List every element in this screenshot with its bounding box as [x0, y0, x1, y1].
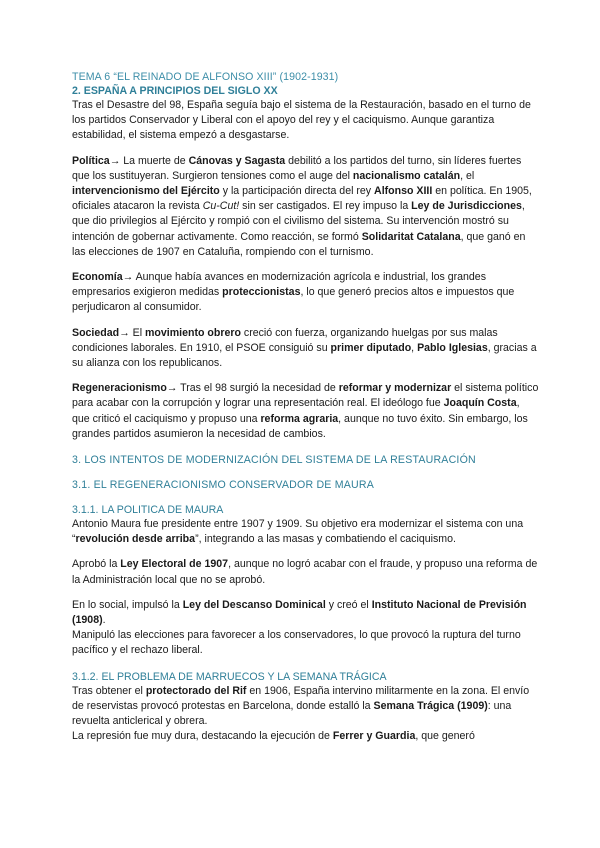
marruecos-paragraph-1 — [72, 684, 540, 730]
maura-paragraph-1 — [72, 517, 540, 547]
text-run: y creó el — [325, 598, 372, 611]
text-run: En lo social, impulsó la — [72, 598, 183, 611]
arrow-icon: → — [119, 326, 130, 339]
text-run: El — [129, 326, 146, 339]
maura-paragraph-4: Manipuló las elecciones para favorecer a los conservadores, lo que provocó la ruptura del turno pacífico y el rechazo liberal. — [72, 629, 521, 657]
politica-paragraph — [72, 154, 540, 260]
politica-label: Política — [72, 154, 110, 167]
italic-run: Cu-Cut! — [202, 200, 240, 213]
text-run: , que generó — [415, 730, 475, 743]
bold-run: proteccionistas — [222, 286, 301, 299]
text-run: creció con fuerza, organizando huelgas por sus malas condiciones laborales. En 1910, el PSOE consiguió su — [72, 326, 498, 354]
regeneracionismo-paragraph — [72, 381, 540, 442]
text-run: y la participación directa del rey — [219, 185, 375, 198]
sociedad-paragraph — [72, 326, 540, 372]
economia-paragraph — [72, 270, 540, 316]
text-run: Aprobó la — [72, 558, 121, 571]
bold-run: movimiento obrero — [145, 326, 241, 339]
section-3-1-heading: 3.1. EL REGENERACIONISMO CONSERVADOR DE MAURA — [72, 479, 374, 492]
text-run: La muerte de — [120, 154, 189, 167]
sociedad-label: Sociedad — [72, 326, 120, 339]
bold-run: Alfonso XIII — [374, 185, 433, 198]
bold-run: Ley Electoral de 1907 — [120, 558, 229, 571]
bold-run: nacionalismo catalán — [352, 169, 461, 182]
text-run: , gracias a su alianza con los republicanos. — [72, 341, 537, 370]
section-3-1-1-heading: 3.1.1. LA POLITICA DE MAURA — [72, 504, 224, 517]
bold-run: Joaquín Costa — [443, 397, 517, 410]
text-run: , que criticó el caciquismo y propuso una — [72, 397, 520, 425]
text-run: Tras el 98 surgió la necesidad de — [177, 382, 339, 395]
text-run: Antonio Maura fue presidente entre 1907 y 1909. Su objetivo era modernizar el sistema con una “ — [72, 518, 524, 546]
bold-run: reformar y modernizar — [338, 382, 452, 395]
document-title: TEMA 6 “EL REINADO DE ALFONSO XIII” (1902-1931) — [72, 71, 339, 83]
text-run: debilitó a los partidos del turno, sin líderes fuertes que los sustituyeran. Surgieron tensiones como el auge del — [72, 154, 522, 182]
text-run: , aunque no tuvo éxito. Sin embargo, los grandes partidos asumieron la necesidad de cambios. — [72, 412, 528, 440]
bold-run: Ley de Jurisdicciones — [411, 200, 522, 213]
bold-run: primer diputado — [330, 341, 412, 354]
text-run: en 1906, España intervino militarmente en la zona. El envío de reservistas provocó protestas en Barcelona, donde estalló la — [72, 684, 530, 712]
maura-paragraph-3 — [72, 598, 540, 628]
text-run: Aunque había avances en modernización agrícola e industrial, los grandes empresarios exigieron medidas — [72, 271, 486, 299]
bold-run: Solidaritat Catalana — [361, 230, 461, 243]
bold-run: revolución desde arriba — [75, 533, 196, 546]
maura-paragraph-2 — [72, 557, 540, 587]
regeneracionismo-label: Regeneracionismo — [72, 382, 167, 395]
arrow-icon: → — [109, 154, 121, 167]
bold-run: protectorado del Rif — [145, 684, 247, 697]
bold-run: Cánovas y Sagasta — [188, 154, 286, 167]
arrow-icon: → — [122, 271, 134, 284]
text-run: , lo que generó precios altos e impuestos que perjudicaron al consumidor. — [72, 286, 515, 314]
text-run: . — [102, 614, 106, 627]
bold-run: Ley del Descanso Dominical — [182, 598, 326, 611]
text-run: el sistema político para acabar con la corrupción y lograr una representación real. El ideólogo fue — [72, 382, 539, 410]
text-run: La represión fue muy dura, destacando la ejecución de — [72, 730, 333, 743]
arrow-icon: → — [166, 382, 178, 395]
section-2-heading: 2. ESPAÑA A PRINCIPIOS DEL SIGLO XX — [72, 85, 278, 97]
bold-run: intervencionismo del Ejército — [72, 185, 220, 198]
bold-run: Pablo Iglesias — [417, 341, 488, 354]
text-run: ”, integrando a las masas y combatiendo el caciquismo. — [195, 533, 456, 546]
text-run: en política. En 1905, oficiales atacaron la revista — [72, 185, 532, 213]
text-run: , — [411, 341, 418, 354]
text-run: , aunque no logró acabar con el fraude, y propuso una reforma de la Administración local que no se aprobó. — [72, 558, 538, 586]
text-run: Tras obtener el — [72, 684, 146, 697]
section-3-1-2-heading: 3.1.2. EL PROBLEMA DE MARRUECOS Y LA SEMANA TRÁGICA — [72, 670, 387, 683]
marruecos-paragraph-2 — [72, 729, 540, 744]
text-run: sin ser castigados. El rey impuso la — [239, 200, 412, 213]
economia-label: Economía — [72, 271, 123, 284]
text-run: , que ganó en las elecciones de 1907 en Cataluña, rompiendo con el turnismo. — [72, 230, 526, 258]
text-run: , que dio privilegios al Ejército y rompió con el civilismo del sistema. Su intervención mostró su intención de gobernar activamente. Como reacción, se formó — [72, 200, 525, 243]
bold-run: Semana Trágica (1909) — [373, 699, 488, 712]
bold-run: Instituto Nacional de Previsión (1908) — [72, 598, 527, 627]
text-run: : una revuelta anticlerical y obrera. — [72, 699, 512, 728]
section-3-heading: 3. LOS INTENTOS DE MODERNIZACIÓN DEL SISTEMA DE LA RESTAURACIÓN — [72, 454, 476, 467]
text-run: , el — [460, 169, 475, 182]
intro-paragraph: Tras el Desastre del 98, España seguía bajo el sistema de la Restauración, basado en el turno de los partidos Conservador y Liberal con el apoyo del rey y el caciquismo. Aunque garantiza estabilidad, el sistema empezó a desgastarse. — [72, 99, 531, 142]
bold-run: Ferrer y Guardia — [332, 730, 416, 743]
bold-run: reforma agraria — [260, 412, 339, 425]
